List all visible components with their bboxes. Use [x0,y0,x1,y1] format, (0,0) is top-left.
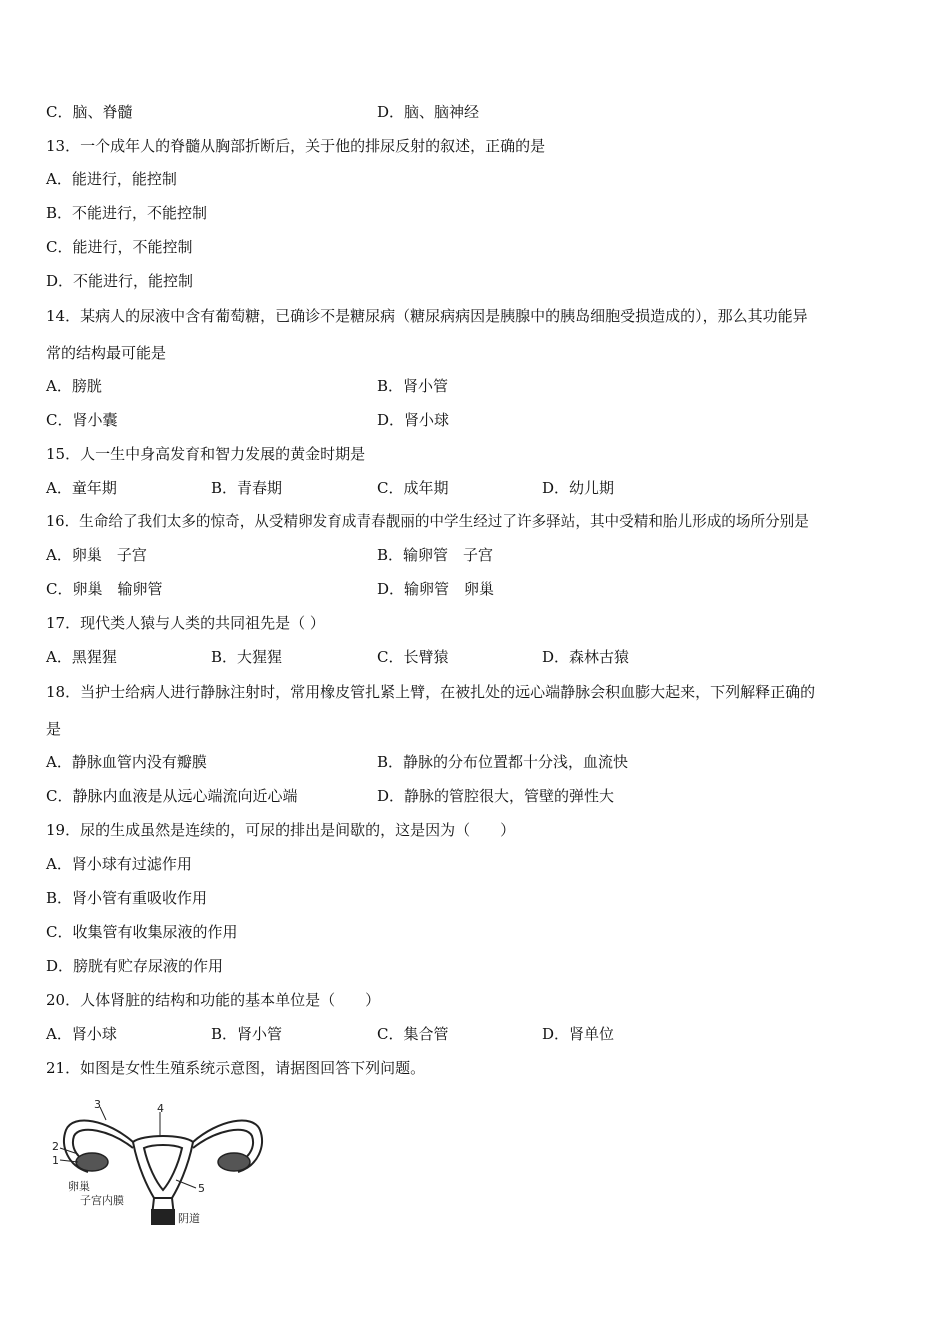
q15-option-c: C．成年期 [377,479,449,497]
q14-option-a: A．膀胱 [46,377,102,395]
q20-option-b: B．肾小管 [211,1025,283,1043]
vagina-shape [152,1210,174,1224]
q18-stem-line1: 18．当护士给病人进行静脉注射时，常用橡皮管扎紧上臂，在被扎处的远心端静脉会积血膨大起来，下列解释正确的 [46,683,816,701]
q16-option-b: B．输卵管 子宫 [377,546,494,564]
q13-stem: 13．一个成年人的脊髓从胸部折断后，关于他的排尿反射的叙述，正确的是 [46,137,546,155]
q17-option-b: B．大猩猩 [211,648,283,666]
q16-option-a: A．卵巢 子宫 [46,546,147,564]
label-3: 3 [94,1098,101,1111]
q17-stem: 17．现代类人猿与人类的共同祖先是（ ） [46,614,325,632]
q14-stem-line1: 14．某病人的尿液中含有葡萄糖，已确诊不是糖尿病（糖尿病病因是胰腺中的胰岛细胞受损造成的），那么其功能异 [46,307,808,325]
q19-option-a: A．肾小球有过滤作用 [46,855,192,873]
label-endometrium: 子宫内膜 [80,1194,124,1207]
q20-option-a: A．肾小球 [46,1025,117,1043]
q15-option-a: A．童年期 [46,479,117,497]
q16-option-c: C．卵巢 输卵管 [46,580,163,598]
q19-option-d: D．膀胱有贮存尿液的作用 [46,957,224,975]
q15-option-d: D．幼儿期 [542,479,615,497]
label-1: 1 [52,1154,59,1167]
q13-option-a: A．能进行，能控制 [46,170,177,188]
q18-option-a: A．静脉血管内没有瓣膜 [46,753,207,771]
q14-option-d: D．肾小球 [377,411,450,429]
q16-option-d: D．输卵管 卵巢 [377,580,495,598]
q12-option-d: D．脑、脑神经 [377,103,480,121]
q13-option-b: B．不能进行，不能控制 [46,204,208,222]
label-ovary: 卵巢 [68,1180,90,1193]
label-5: 5 [198,1182,205,1195]
q20-option-d: D．肾单位 [542,1025,615,1043]
label-2: 2 [52,1140,59,1153]
q15-stem: 15．人一生中身高发育和智力发展的黄金时期是 [46,445,366,463]
q17-option-c: C．长臂猿 [377,648,449,666]
q14-stem-line2: 常的结构最可能是 [46,344,167,362]
q19-stem: 19．尿的生成虽然是连续的，可尿的排出是间歇的，这是因为（ ） [46,821,516,839]
q18-option-d: D．静脉的管腔很大，管壁的弹性大 [377,787,615,805]
q20-stem: 20．人体肾脏的结构和功能的基本单位是（ ） [46,991,381,1009]
q16-stem: 16．生命给了我们太多的惊奇，从受精卵发育成青春靓丽的中学生经过了许多驿站，其中受精和胎儿形成的场所分别是 [46,513,809,530]
q14-option-c: C．肾小囊 [46,411,118,429]
q17-option-d: D．森林古猿 [542,648,630,666]
q14-option-b: B．肾小管 [377,377,449,395]
q20-option-c: C．集合管 [377,1025,449,1043]
reproductive-system-diagram [48,1098,278,1238]
q15-option-b: B．青春期 [211,479,283,497]
q13-option-d: D．不能进行，能控制 [46,272,194,290]
q18-stem-line2: 是 [46,720,62,738]
q18-option-b: B．静脉的分布位置都十分浅，血流快 [377,753,629,771]
q12-option-c: C．脑、脊髓 [46,103,133,121]
q21-stem: 21．如图是女性生殖系统示意图，请据图回答下列问题。 [46,1059,426,1077]
right-ovary [218,1153,250,1171]
q19-option-c: C．收集管有收集尿液的作用 [46,923,238,941]
left-ovary [76,1153,108,1171]
q13-option-c: C．能进行，不能控制 [46,238,193,256]
label-4: 4 [157,1102,164,1115]
q18-option-c: C．静脉内血液是从远心端流向近心端 [46,787,298,805]
label-vagina: 阴道 [178,1212,200,1225]
q19-option-b: B．肾小管有重吸收作用 [46,889,208,907]
q17-option-a: A．黑猩猩 [46,648,117,666]
